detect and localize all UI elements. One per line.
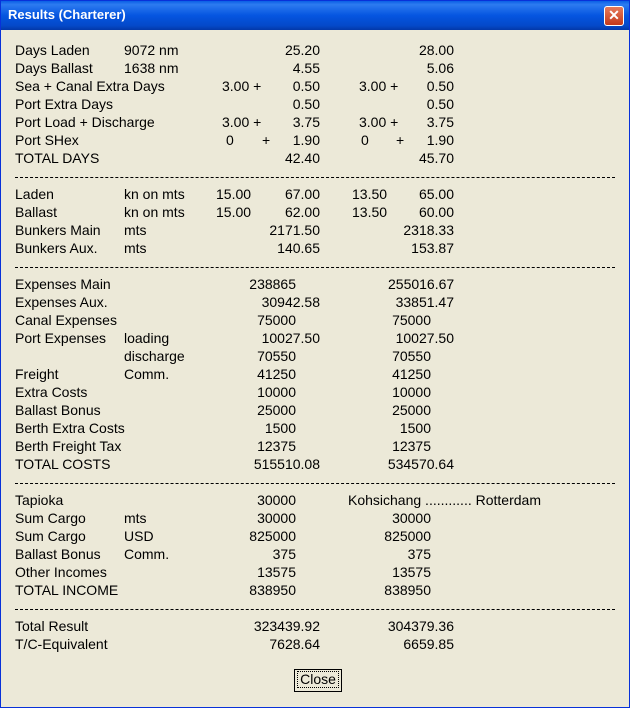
- voyage-route: Kohsichang ............ Rotterdam: [348, 492, 541, 508]
- section-divider: [15, 267, 615, 268]
- days-laden-value-2: 28.00: [418, 42, 454, 58]
- canal-expenses-label: Canal Expenses: [15, 312, 117, 328]
- port-load-value-1: 3.75: [292, 114, 320, 130]
- port-expenses-label: Port Expenses: [15, 330, 107, 346]
- expenses-aux-value-2: 33851.47: [395, 294, 454, 310]
- total-result-value-2: 304379.36: [387, 618, 454, 634]
- berth-extra-costs-value-2: 1500: [399, 420, 431, 436]
- expenses-aux-value-1: 30942.58: [261, 294, 320, 310]
- port-shex-value-1: 1.90: [292, 132, 320, 148]
- tc-equivalent-label: T/C-Equivalent: [15, 636, 108, 652]
- sum-cargo-usd-value-2: 825000: [384, 528, 431, 544]
- port-expenses-discharge-value-1: 70550: [257, 348, 296, 364]
- extra-costs-value-1: 10000: [257, 384, 296, 400]
- port-extra-days-value-2: 0.50: [426, 96, 454, 112]
- sum-cargo-usd-unit: USD: [124, 528, 154, 544]
- ballast-consumption-2: 60.00: [418, 204, 454, 220]
- cargo-name-label: Tapioka: [15, 492, 64, 508]
- ballast-unit: kn on mts: [124, 204, 185, 220]
- freight-comm-label: Comm.: [124, 366, 170, 382]
- expenses-main-label: Expenses Main: [15, 276, 111, 292]
- port-shex-plus-1: +: [262, 132, 271, 148]
- port-expenses-discharge-value-2: 70550: [392, 348, 431, 364]
- sum-cargo-usd-label: Sum Cargo: [15, 528, 86, 544]
- ballast-bonus-cost-label: Ballast Bonus: [15, 402, 101, 418]
- laden-speed-1: 15.00: [216, 186, 252, 202]
- days-ballast-value-2: 5.06: [426, 60, 454, 76]
- bunkers-aux-value-1: 140.65: [277, 240, 320, 256]
- expenses-main-value-1: 238865: [249, 276, 296, 292]
- laden-label: Laden: [15, 186, 54, 202]
- days-laden-value-1: 25.20: [284, 42, 320, 58]
- bunkers-main-value-1: 2171.50: [269, 222, 320, 238]
- ballast-bonus-cost-value-2: 25000: [392, 402, 431, 418]
- port-expenses-loading-label: loading: [124, 330, 170, 346]
- total-days-value-1: 42.40: [284, 150, 320, 166]
- total-income-value-2: 838950: [384, 582, 431, 598]
- sum-cargo-mts-value-1: 30000: [257, 510, 296, 526]
- sum-cargo-mts-label: Sum Cargo: [15, 510, 86, 526]
- section-divider: [15, 177, 615, 178]
- expenses-aux-label: Expenses Aux.: [15, 294, 108, 310]
- canal-expenses-value-2: 75000: [392, 312, 431, 328]
- laden-consumption-2: 65.00: [418, 186, 454, 202]
- expenses-main-value-2: 255016.67: [388, 276, 455, 292]
- sum-cargo-mts-value-2: 30000: [392, 510, 431, 526]
- total-days-label: TOTAL DAYS: [15, 150, 100, 166]
- results-panel: [4, 30, 626, 706]
- title-bar[interactable]: [1, 1, 629, 30]
- ballast-bonus-comm-label: Comm.: [124, 546, 170, 562]
- sea-canal-extra-value-1: 0.50: [292, 78, 320, 94]
- window-title: Results (Charterer): [8, 7, 126, 22]
- close-button-label: Close: [297, 671, 339, 688]
- total-days-value-2: 45.70: [418, 150, 454, 166]
- ballast-bonus-income-value-2: 375: [407, 546, 431, 562]
- ballast-label: Ballast: [15, 204, 58, 220]
- extra-costs-value-2: 10000: [392, 384, 431, 400]
- port-shex-label: Port SHex: [15, 132, 79, 148]
- bunkers-main-label: Bunkers Main: [15, 222, 101, 238]
- days-ballast-label: Days Ballast: [15, 60, 93, 76]
- port-expenses-discharge-label: discharge: [124, 348, 185, 364]
- berth-extra-costs-label: Berth Extra Costs: [15, 420, 125, 436]
- total-costs-label: TOTAL COSTS: [15, 456, 111, 472]
- laden-consumption-1: 67.00: [284, 186, 320, 202]
- close-button[interactable]: [294, 669, 342, 692]
- berth-freight-tax-value-1: 12375: [257, 438, 296, 454]
- port-load-base-1: 3.00 +: [222, 114, 262, 130]
- tc-equivalent-value-1: 7628.64: [269, 636, 320, 652]
- bunkers-main-value-2: 2318.33: [403, 222, 454, 238]
- sum-cargo-usd-value-1: 825000: [249, 528, 296, 544]
- section-divider: [15, 483, 615, 484]
- port-expenses-loading-value-2: 10027.50: [395, 330, 454, 346]
- berth-freight-tax-label: Berth Freight Tax: [15, 438, 122, 454]
- cargo-quantity-value: 30000: [257, 492, 296, 508]
- ballast-consumption-1: 62.00: [284, 204, 320, 220]
- total-result-label: Total Result: [15, 618, 89, 634]
- total-income-value-1: 838950: [249, 582, 296, 598]
- other-incomes-value-2: 13575: [392, 564, 431, 580]
- port-load-value-2: 3.75: [426, 114, 454, 130]
- port-extra-days-value-1: 0.50: [292, 96, 320, 112]
- other-incomes-value-1: 13575: [257, 564, 296, 580]
- laden-speed-2: 13.50: [352, 186, 388, 202]
- days-ballast-value-1: 4.55: [292, 60, 320, 76]
- berth-extra-costs-value-1: 1500: [264, 420, 296, 436]
- freight-value-1: 41250: [257, 366, 296, 382]
- other-incomes-label: Other Incomes: [15, 564, 107, 580]
- port-extra-days-label: Port Extra Days: [15, 96, 114, 112]
- total-result-value-1: 323439.92: [253, 618, 320, 634]
- ballast-speed-1: 15.00: [216, 204, 252, 220]
- berth-freight-tax-value-2: 12375: [392, 438, 431, 454]
- port-shex-base-2: 0: [361, 132, 369, 148]
- bunkers-aux-label: Bunkers Aux.: [15, 240, 98, 256]
- bunkers-main-unit: mts: [124, 222, 147, 238]
- sum-cargo-mts-unit: mts: [124, 510, 147, 526]
- port-shex-value-2: 1.90: [426, 132, 454, 148]
- bunkers-aux-value-2: 153.87: [411, 240, 454, 256]
- port-load-base-2: 3.00 +: [359, 114, 399, 130]
- ballast-bonus-income-label: Ballast Bonus: [15, 546, 101, 562]
- ballast-bonus-income-value-1: 375: [272, 546, 296, 562]
- tc-equivalent-value-2: 6659.85: [403, 636, 454, 652]
- total-costs-value-2: 534570.64: [387, 456, 454, 472]
- sea-canal-extra-label: Sea + Canal Extra Days: [15, 78, 165, 94]
- port-shex-base-1: 0: [226, 132, 234, 148]
- canal-expenses-value-1: 75000: [257, 312, 296, 328]
- port-expenses-loading-value-1: 10027.50: [261, 330, 320, 346]
- port-shex-plus-2: +: [396, 132, 405, 148]
- ballast-speed-2: 13.50: [352, 204, 388, 220]
- days-laden-label: Days Laden: [15, 42, 90, 58]
- freight-label: Freight: [15, 366, 59, 382]
- total-income-label: TOTAL INCOME: [15, 582, 119, 598]
- sea-canal-extra-base-1: 3.00 +: [222, 78, 262, 94]
- laden-unit: kn on mts: [124, 186, 185, 202]
- ballast-bonus-cost-value-1: 25000: [257, 402, 296, 418]
- freight-value-2: 41250: [392, 366, 431, 382]
- section-divider: [15, 609, 615, 610]
- extra-costs-label: Extra Costs: [15, 384, 88, 400]
- days-ballast-distance: 1638 nm: [124, 60, 179, 76]
- bunkers-aux-unit: mts: [124, 240, 147, 256]
- port-load-discharge-label: Port Load + Discharge: [15, 114, 155, 130]
- total-costs-value-1: 515510.08: [253, 456, 320, 472]
- days-laden-distance: 9072 nm: [124, 42, 179, 58]
- sea-canal-extra-value-2: 0.50: [426, 78, 454, 94]
- close-icon[interactable]: ✕: [604, 6, 624, 26]
- sea-canal-extra-base-2: 3.00 +: [359, 78, 399, 94]
